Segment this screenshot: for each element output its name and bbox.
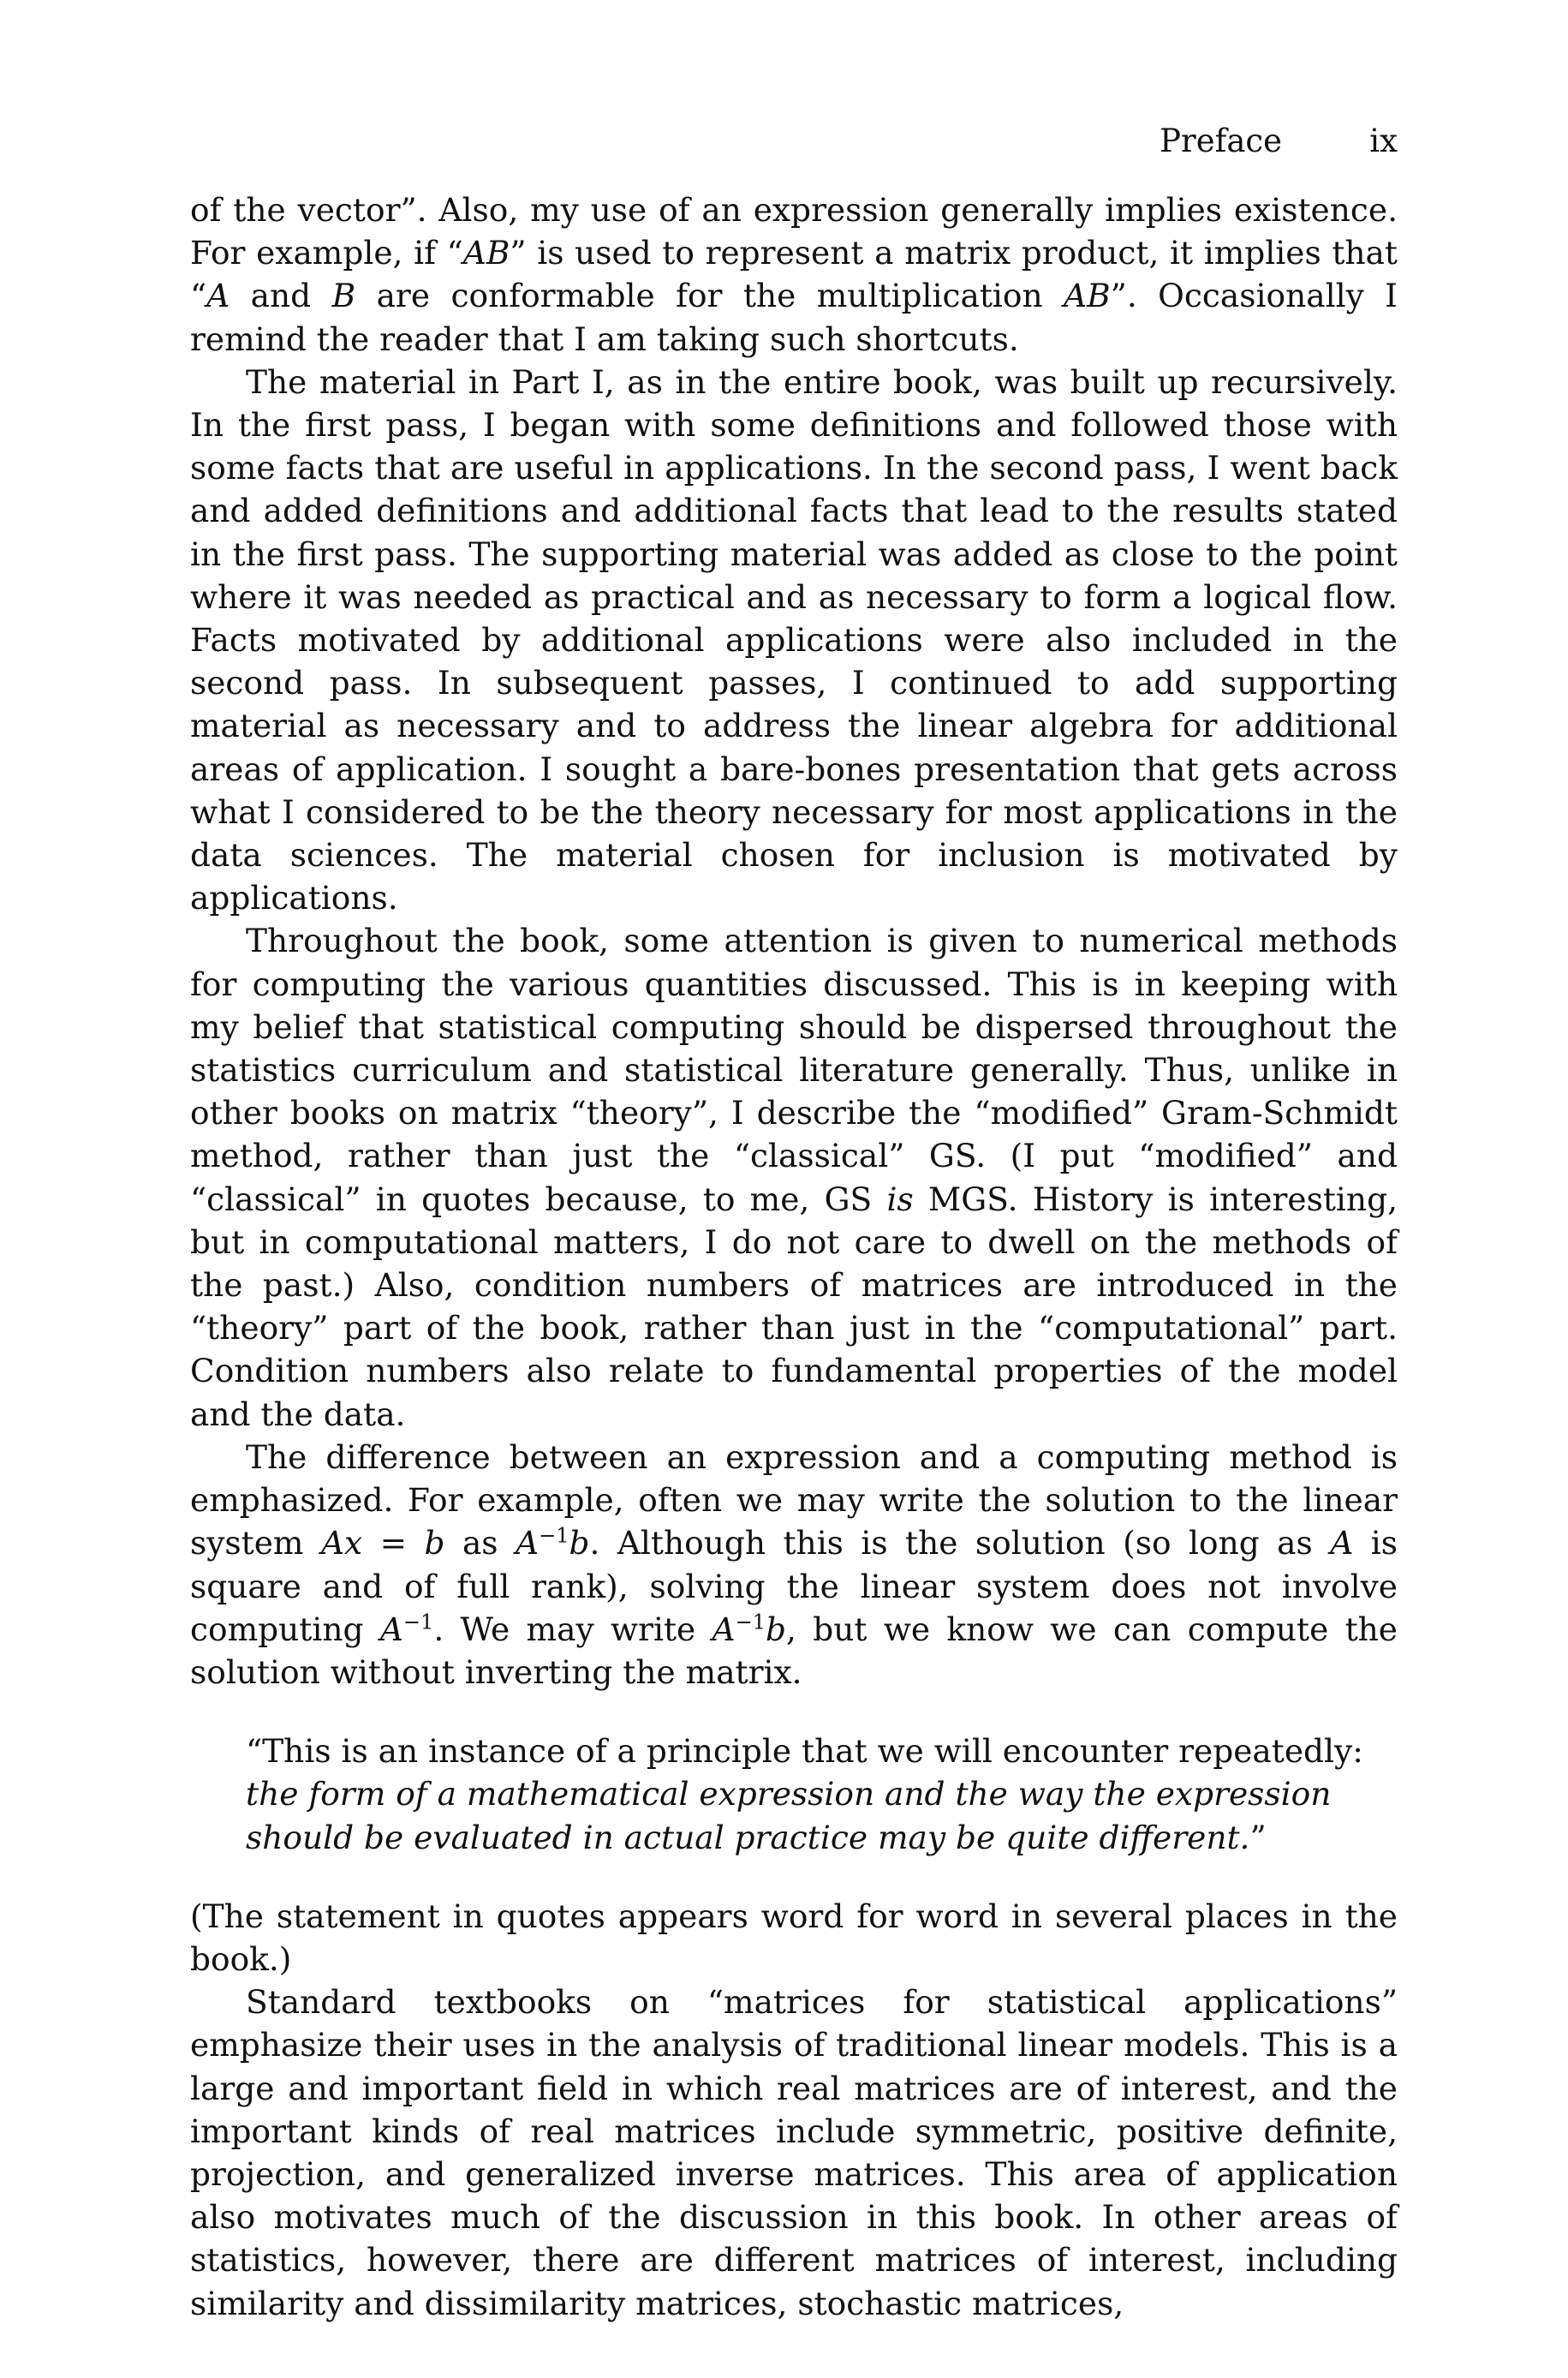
- text-run: , but we know we can compute the solution without inverting the matrix.: [190, 1610, 1398, 1691]
- superscript: −1: [402, 1610, 434, 1634]
- paragraph-p2: [190, 361, 1398, 920]
- superscript: −1: [539, 1523, 569, 1548]
- text-run: ” is used to represent a matrix product, it implies that “: [190, 234, 1398, 315]
- text-run: and: [230, 277, 332, 315]
- text-run: of the vector”. Also, my use of an expression generally implies existence. For example, if “: [190, 191, 1398, 272]
- text-run: Throughout the book, some attention is given to numerical methods for computing the various quantities discussed. This is in keeping with my belief that statistical computing should be dispersed throughout the statistics curriculum and statistical literature generally. Thus, unlike in other books on matrix “theory”, I describe the “modified” Gram-Schmidt method, rather than just the “classical” GS. (I put “modified” and “classical” in quotes because, to me, GS: [190, 922, 1398, 1218]
- math-italic: A: [515, 1524, 540, 1562]
- paragraph-p5: [190, 1895, 1398, 1981]
- text-run: Standard textbooks on “matrices for statistical applications” emphasize their uses in the analysis of traditional linear models. This is a large and important field in which real matrices are of interest, and the important kinds of real matrices include symmetric, positive definite, projection, and generalized inverse matrices. This area of application also motivates much of the discussion in this book. In other areas of statistics, however, there are different matrices of interest, including similarity and dissimilarity matrices, stochastic matrices,: [190, 1983, 1398, 2322]
- text-run: MGS. History is interesting, but in computational matters, I do not care to dwell on the methods of the past.) Also, condition numbers of matrices are introduced in the “theory” part of the book, rather than just in the “computational” part. Condition numbers also relate to fundamental properties of the model and the data.: [190, 1180, 1398, 1433]
- math-italic: b: [766, 1610, 787, 1648]
- math-italic: Ax: [320, 1524, 363, 1562]
- math-italic: B: [331, 277, 356, 315]
- text-run: is square and of full rank), solving the linear system does not involve computing: [190, 1524, 1398, 1648]
- math-italic: A: [1330, 1524, 1354, 1562]
- book-page: [190, 0, 1398, 2378]
- math-italic: is: [886, 1180, 914, 1218]
- superscript: −1: [735, 1610, 766, 1634]
- text-run: as: [444, 1524, 516, 1562]
- paragraph-p4: [190, 1436, 1398, 1694]
- running-head-title: Preface: [1160, 122, 1282, 159]
- text-run: The material in Part I, as in the entire book, was built up recursively. In the first pass, I began with some definitions and followed those with some facts that are useful in applications. In the second pass, I went back and added definitions and additional facts that lead to the results stated in the first pass. The supporting material was added as close to the point where it was needed as practical and as necessary to form a logical flow. Facts motivated by additional applications were also included in the second pass. In subsequent passes, I continued to add supporting material as necessary and to address the linear algebra for additional areas of application. I sought a bare-bones presentation that gets across what I considered to be the theory necessary for most applications in the data sciences. The material chosen for inclusion is motivated by applications.: [190, 362, 1398, 917]
- text-run: The difference between an expression and a computing method is emphasized. For example, often we may write the solution to the linear system: [190, 1437, 1398, 1562]
- quote-lead: “This is an instance of a principle that we will encounter repeatedly:: [246, 1732, 1363, 1771]
- paragraph-p1: [190, 188, 1398, 361]
- paragraph-p6: [190, 1981, 1398, 2325]
- quote-italic: the form of a mathematical expression and the way the expression should be evaluated in actual practice may be quite different.: [246, 1775, 1332, 1856]
- page-number: ix: [1369, 122, 1398, 159]
- paragraphs-after-quote: [190, 1895, 1398, 2325]
- math-italic: A: [206, 277, 230, 315]
- paragraphs-before-quote: [190, 188, 1398, 1694]
- text-run: (The statement in quotes appears word for word in several places in the book.): [190, 1897, 1398, 1978]
- math-italic: A: [712, 1610, 736, 1648]
- math-italic: b: [569, 1524, 590, 1562]
- paragraph-p3: [190, 919, 1398, 1435]
- text-run: ”. Occasionally I remind the reader that I am taking such shortcuts.: [190, 277, 1398, 358]
- math-italic: AB: [462, 234, 510, 272]
- body-text: [190, 188, 1398, 2325]
- text-run: . We may write: [433, 1610, 712, 1648]
- text-run: . Although this is the solution (so long as: [589, 1524, 1331, 1562]
- text-run: are conformable for the multiplication: [355, 277, 1064, 315]
- text-run: =: [362, 1524, 425, 1562]
- block-quote: [246, 1730, 1376, 1859]
- math-italic: b: [424, 1524, 445, 1562]
- quote-close: ”: [1249, 1818, 1267, 1856]
- math-italic: A: [379, 1610, 403, 1648]
- math-italic: AB: [1064, 277, 1111, 315]
